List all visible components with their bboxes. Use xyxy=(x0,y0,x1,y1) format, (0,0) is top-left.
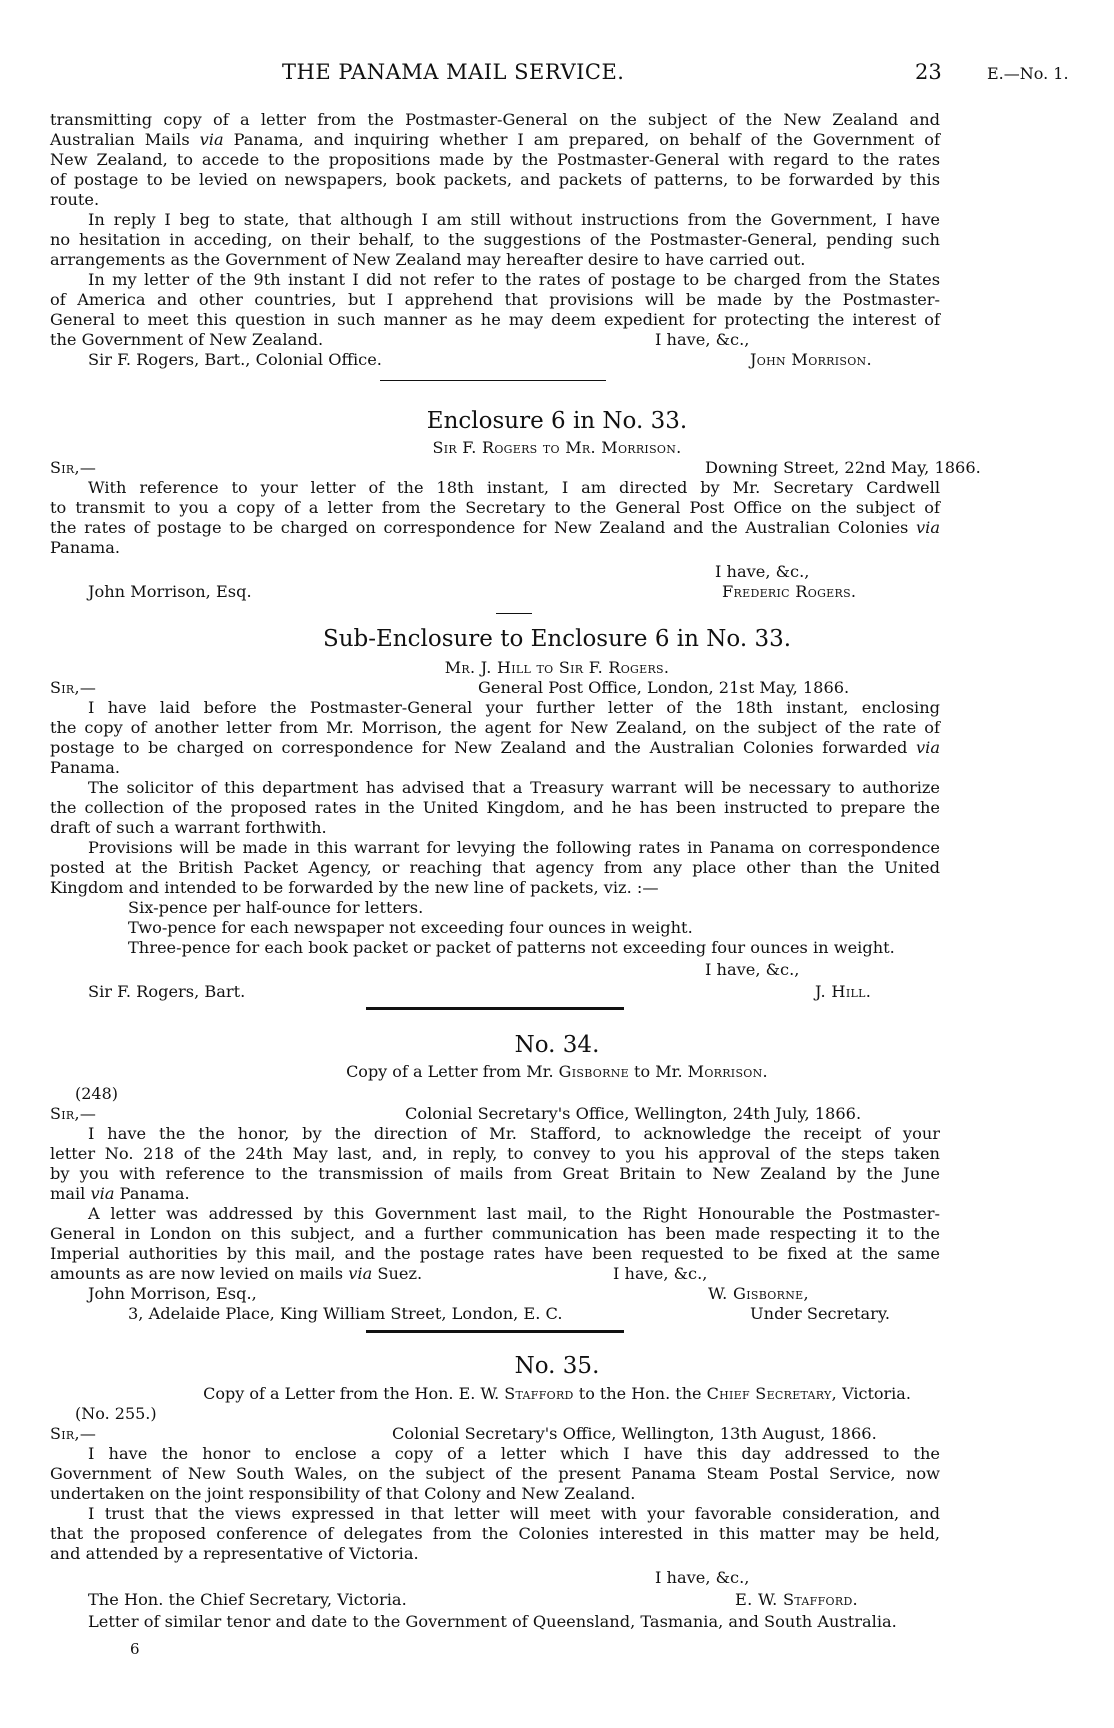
enclosure-title: Enclosure 6 in No. 33. xyxy=(426,408,688,434)
rate-item: Two-pence for each newspaper not exceeding four ounces in weight. xyxy=(128,918,693,937)
place-date: Colonial Secretary's Office, Wellington, 24th July, 1866. xyxy=(405,1104,862,1123)
letter-subtitle: Copy of a Letter from Mr. Gisborne to Mr. Morrison. xyxy=(346,1062,768,1081)
body-line: Panama. xyxy=(50,538,121,557)
body-line: mail via Panama. xyxy=(50,1184,190,1203)
enclosure-subtitle: Sir F. Rogers to Mr. Morrison. xyxy=(432,438,682,457)
footnote: Letter of similar tenor and date to the Government of Queensland, Tasmania, and South Australia. xyxy=(88,1612,897,1631)
body-line: by you with reference to the transmission of mails from Great Britain to New Zealand by the June xyxy=(50,1164,940,1183)
salutation: Sir,— xyxy=(50,1424,97,1443)
body-line: that the proposed conference of delegates from the Colonies interested in this matter may be held, xyxy=(50,1524,940,1543)
addressee: John Morrison, Esq. xyxy=(88,582,252,601)
body-line: draft of such a warrant forthwith. xyxy=(50,818,327,837)
rate-item: Six-pence per half-ounce for letters. xyxy=(128,898,424,917)
signature: J. Hill. xyxy=(815,982,872,1001)
body-line: A letter was addressed by this Government last mail, to the Right Honourable the Postmaster- xyxy=(88,1204,940,1223)
body-line: and attended by a representative of Victoria. xyxy=(50,1544,419,1563)
body-line: of postage to be levied on newspapers, book packets, and packets of patterns, to be forwarded by this xyxy=(50,170,940,189)
letter-number: No. 34. xyxy=(514,1032,600,1058)
signature-mark: 6 xyxy=(130,1640,140,1658)
body-line: the copy of another letter from Mr. Morrison, the agent for New Zealand, on the subject of the rate of xyxy=(50,718,940,737)
signature: E. W. Stafford. xyxy=(735,1590,859,1609)
body-line: route. xyxy=(50,190,100,209)
letter-subtitle: Copy of a Letter from the Hon. E. W. Stafford to the Hon. the Chief Secretary, Victoria. xyxy=(203,1384,911,1403)
body-line: Australian Mails via Panama, and inquiring whether I am prepared, on behalf of the Government of xyxy=(50,130,940,149)
body-line: transmitting copy of a letter from the Postmaster-General on the subject of the New Zealand and xyxy=(50,110,940,129)
section-divider xyxy=(366,1330,624,1333)
section-divider xyxy=(496,613,532,614)
place-date: Colonial Secretary's Office, Wellington, 13th August, 1866. xyxy=(392,1424,877,1443)
body-line: In reply I beg to state, that although I am still without instructions from the Government, I have xyxy=(88,210,940,229)
addressee: Sir F. Rogers, Bart., Colonial Office. xyxy=(88,350,382,369)
salutation: Sir,— xyxy=(50,1104,97,1123)
body-line: Kingdom and intended to be forwarded by the new line of packets, viz. :— xyxy=(50,878,659,897)
addressee: The Hon. the Chief Secretary, Victoria. xyxy=(88,1590,407,1609)
addressee: Sir F. Rogers, Bart. xyxy=(88,982,246,1001)
subenclosure-subtitle: Mr. J. Hill to Sir F. Rogers. xyxy=(444,658,670,677)
closing: I have, &c., xyxy=(715,562,810,581)
place-date: Downing Street, 22nd May, 1866. xyxy=(705,458,981,477)
signature-title: Under Secretary. xyxy=(750,1304,890,1323)
body-line: postage to be charged on correspondence for New Zealand and the Australian Colonies forwarded via xyxy=(50,738,940,757)
body-line: General to meet this question in such manner as he may deem expedient for protecting the interest of xyxy=(50,310,940,329)
closing: I have, &c., xyxy=(613,1264,708,1283)
body-line: to transmit to you a copy of a letter from the Secretary to the General Post Office on the subject of xyxy=(50,498,940,517)
body-line: I have the honor to enclose a copy of a letter which I have this day addressed to the xyxy=(88,1444,940,1463)
body-line: the Government of New Zealand. xyxy=(50,330,324,349)
body-line: I have laid before the Postmaster-General your further letter of the 18th instant, enclosing xyxy=(88,698,940,717)
signature: John Morrison. xyxy=(750,350,872,369)
subenclosure-title: Sub-Enclosure to Enclosure 6 in No. 33. xyxy=(322,626,792,652)
body-line: In my letter of the 9th instant I did not refer to the rates of postage to be charged from the States xyxy=(88,270,940,289)
running-title: THE PANAMA MAIL SERVICE. xyxy=(282,60,625,84)
reference-number: (248) xyxy=(75,1084,119,1103)
body-line: Government of New South Wales, on the subject of the present Panama Steam Postal Service, now xyxy=(50,1464,940,1483)
body-line: the collection of the proposed rates in the United Kingdom, and he has been instructed to prepare the xyxy=(50,798,940,817)
body-line: of America and other countries, but I apprehend that provisions will be made by the Postmaster- xyxy=(50,290,940,309)
place-date: General Post Office, London, 21st May, 1866. xyxy=(478,678,850,697)
body-line: Imperial authorities by this mail, and the postage rates have been requested to be fixed at the same xyxy=(50,1244,940,1263)
body-line: I trust that the views expressed in that letter will meet with your favorable consideration, and xyxy=(88,1504,940,1523)
body-line: no hesitation in acceding, on their behalf, to the suggestions of the Postmaster-General, pending such xyxy=(50,230,940,249)
signature: Frederic Rogers. xyxy=(722,582,857,601)
body-line: Provisions will be made in this warrant for levying the following rates in Panama on correspondence xyxy=(88,838,940,857)
body-line: With reference to your letter of the 18th instant, I am directed by Mr. Secretary Cardwell xyxy=(88,478,940,497)
reference-number: (No. 255.) xyxy=(75,1404,157,1423)
page-number: 23 xyxy=(915,60,942,84)
body-line: New Zealand, to accede to the propositions made by the Postmaster-General with regard to the rates xyxy=(50,150,940,169)
letter-number: No. 35. xyxy=(514,1353,600,1379)
body-line: letter No. 218 of the 24th May last, and, in reply, to convey to you his approval of the steps taken xyxy=(50,1144,940,1163)
addressee-address: 3, Adelaide Place, King William Street, London, E. C. xyxy=(128,1304,563,1323)
rate-item: Three-pence for each book packet or packet of patterns not exceeding four ounces in weight. xyxy=(128,938,895,957)
body-line: the rates of postage to be charged on correspondence for New Zealand and the Australian Colonies via xyxy=(50,518,940,537)
body-line: I have the the honor, by the direction of Mr. Stafford, to acknowledge the receipt of your xyxy=(88,1124,940,1143)
body-line: arrangements as the Government of New Zealand may hereafter desire to have carried out. xyxy=(50,250,806,269)
section-divider xyxy=(366,1007,624,1010)
document-reference: E.—No. 1. xyxy=(987,64,1069,83)
body-line: posted at the British Packet Agency, or reaching that agency from any place other than the United xyxy=(50,858,940,877)
closing: I have, &c., xyxy=(655,330,750,349)
body-line: General in London on this subject, and a further communication has been made respecting it to the xyxy=(50,1224,940,1243)
signature: W. Gisborne, xyxy=(708,1284,809,1303)
body-line: amounts as are now levied on mails via Suez. xyxy=(50,1264,423,1283)
salutation: Sir,— xyxy=(50,678,97,697)
addressee: John Morrison, Esq., xyxy=(88,1284,257,1303)
section-divider xyxy=(380,380,606,381)
body-line: undertaken on the joint responsibility of that Colony and New Zealand. xyxy=(50,1484,636,1503)
body-line: Panama. xyxy=(50,758,121,777)
closing: I have, &c., xyxy=(655,1568,750,1587)
body-line: The solicitor of this department has advised that a Treasury warrant will be necessary to authorize xyxy=(88,778,940,797)
salutation: Sir,— xyxy=(50,458,97,477)
closing: I have, &c., xyxy=(705,960,800,979)
